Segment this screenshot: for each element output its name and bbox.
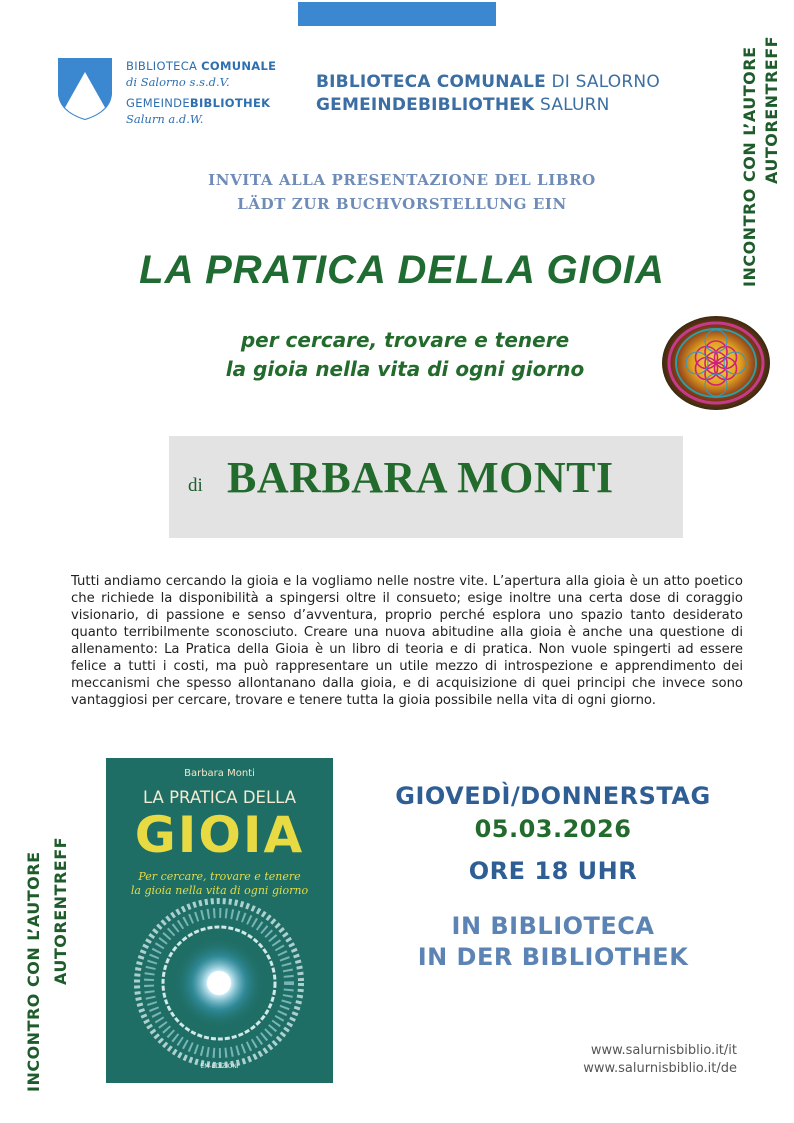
invite-line-it: INVITA ALLA PRESENTAZIONE DEL LIBRO — [208, 171, 596, 189]
author-name: BARBARA MONTI — [227, 453, 614, 502]
book-subtitle-line2: la gioia nella vita di ogni giorno — [225, 357, 585, 381]
header-library-it: BIBLIOTECA COMUNALE DI SALORNO — [316, 72, 660, 92]
cover-publisher: EM-EDIZIONI — [200, 1063, 239, 1070]
logo-library-legal-it: di Salorno s.s.d.V. — [126, 75, 230, 89]
cover-subtitle-line2: la gioia nella vita di ogni giorno — [130, 884, 309, 897]
side-label-top-line1: INCONTRO CON L’AUTORE — [740, 46, 759, 287]
event-place-it: IN BIBLIOTECA — [451, 912, 655, 940]
event-place-de: IN DER BIBLIOTHEK — [417, 943, 689, 971]
cover-title-line1: LA PRATICA DELLA — [142, 788, 297, 807]
side-label-bottom-line2: AUTORENTREFF — [51, 836, 70, 985]
cover-title-line2: GIOIA — [134, 806, 305, 864]
website-link-it[interactable]: www.salurnisbiblio.it/it — [590, 1043, 737, 1058]
invite-line-de: LÄDT ZUR BUCHVORSTELLUNG EIN — [237, 195, 567, 213]
logo-library-legal-de: Salurn a.d.W. — [126, 112, 204, 126]
top-accent-bar — [298, 2, 496, 26]
event-time: ORE 18 UHR — [468, 857, 638, 885]
book-description: Tutti andiamo cercando la gioia e la vogliamo nelle nostre vite. L’apertura alla gioia è un atto poetico che richiede la disponibilità a spingersi oltre il consueto; esige inoltre una certa dose di coraggio visionario, di passione e senso d’avventura, proprio perché esplora uno spazio tanto desiderato quanto terribilmente sconosciuto. Creare una nuova abitudine alla gioia è anche una questione di allenamento: La Pratica della Gioia è un libro di teoria e di pratica. Non vuole spingerti ad essere felice a tutti i costi, ma può rappresentare un utile mezzo di introspezione e apprendimento dei meccanismi che spesso allontanano dalla gioia, e di acquisizione di quei principi che invece sono vantaggiosi per cercare, trovare e tenere tutta la gioia possibile nella vita di ogni giorno. — [71, 574, 743, 708]
header-library-de: GEMEINDEBIBLIOTHEK SALURN — [316, 95, 610, 115]
book-cover-image — [106, 758, 333, 1083]
cover-author: Barbara Monti — [184, 768, 255, 779]
event-day: GIOVEDÌ/DONNERSTAG — [395, 782, 711, 810]
book-subtitle-line1: per cercare, trovare e tenere — [240, 328, 570, 352]
library-shield-logo — [58, 58, 112, 120]
event-date: 05.03.2026 — [474, 815, 632, 843]
cover-mandala-art — [119, 898, 319, 1068]
author-box — [169, 436, 683, 538]
side-label-bottom-line1: INCONTRO CON L’AUTORE — [24, 851, 43, 1092]
logo-library-name-it: BIBLIOTECA COMUNALE — [126, 59, 277, 73]
book-title: LA PRATICA DELLA GIOIA — [139, 248, 665, 292]
cover-subtitle-line1: Per cercare, trovare e tenere — [138, 870, 301, 883]
author-prefix: di — [188, 475, 203, 496]
flower-of-life-mandala-image — [661, 315, 771, 411]
website-link-de[interactable]: www.salurnisbiblio.it/de — [583, 1061, 737, 1076]
logo-library-name-de: GEMEINDEBIBLIOTHEK — [126, 96, 271, 110]
side-label-top-line2: AUTORENTREFF — [762, 35, 781, 184]
